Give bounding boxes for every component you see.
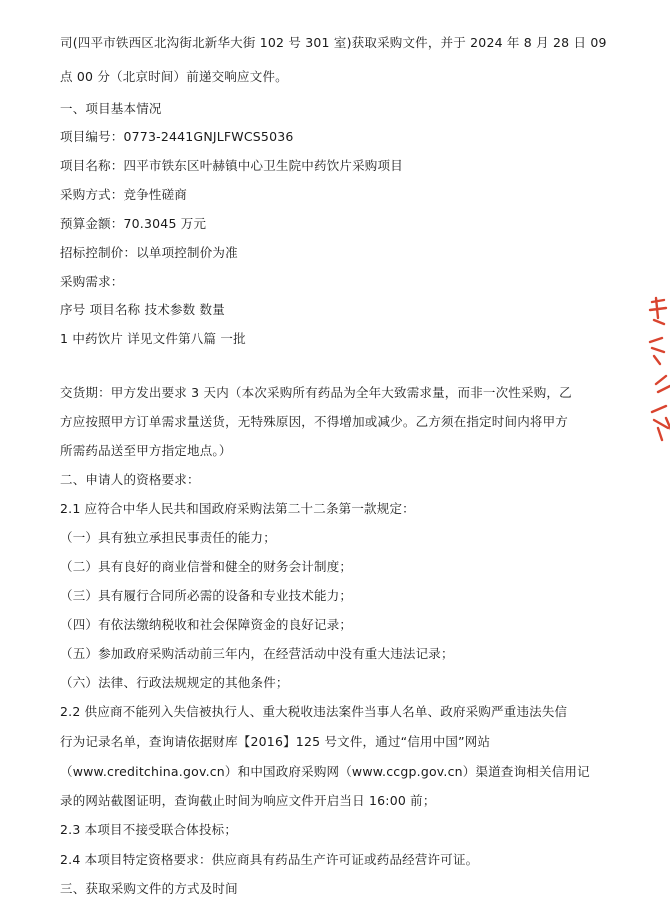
qualification-item: （二）具有良好的商业信誉和健全的财务会计制度； <box>60 559 353 574</box>
delivery-text-line: 方应按照甲方订单需求量送货，无特殊原因，不得增加或减少。乙方须在指定时间内将甲方 <box>60 414 569 429</box>
qualification-item: （六）法律、行政法规规定的其他条件； <box>60 675 289 690</box>
table-row: 1 中药饮片 详见文件第八篇 一批 <box>60 331 246 346</box>
text-line: 点 00 分（北京时间）前递交响应文件。 <box>60 69 288 84</box>
qualification-item: 2.3 本项目不接受联合体投标； <box>60 822 238 837</box>
procurement-method: 采购方式：竞争性磋商 <box>60 187 188 202</box>
qualification-item: 2.1 应符合中华人民共和国政府采购法第二十二条第一款规定： <box>60 501 415 516</box>
delivery-text-line: 交货期：甲方发出要求 3 天内（本次采购所有药品为全年大致需求量，而非一次性采购，乙 <box>60 385 572 400</box>
project-name: 项目名称：四平市铁东区叶赫镇中心卫生院中药饮片采购项目 <box>60 158 403 173</box>
qualification-item: （四）有依法缴纳税收和社会保障资金的良好记录； <box>60 617 353 632</box>
qualification-item: 2.4 本项目特定资格要求：供应商具有药品生产许可证或药品经营许可证。 <box>60 852 479 867</box>
qualification-item: （三）具有履行合同所必需的设备和专业技术能力； <box>60 588 353 603</box>
credit-text-line: 行为记录名单，查询请依据财库【2016】125 号文件，通过“信用中国”网站 <box>60 734 491 749</box>
red-seal-stamp-fragment <box>642 292 670 452</box>
credit-text-line: （www.creditchina.gov.cn）和中国政府采购网（www.ccgp.gov.cn）渠道查询相关信用记 <box>60 764 590 779</box>
qualification-item: （一）具有独立承担民事责任的能力； <box>60 530 276 545</box>
delivery-text-line: 所需药品送至甲方指定地点。） <box>60 443 232 458</box>
section-heading-2: 二、申请人的资格要求： <box>60 472 200 487</box>
control-price: 招标控制价：以单项控制价为准 <box>60 245 238 260</box>
section-heading-3: 三、获取采购文件的方式及时间 <box>60 881 238 896</box>
section-heading-1: 一、项目基本情况 <box>60 101 162 116</box>
project-number: 项目编号：0773-2441GNJLFWCS5036 <box>60 129 294 144</box>
table-header-row: 序号 项目名称 技术参数 数量 <box>60 302 225 317</box>
qualification-item: （五）参加政府采购活动前三年内，在经营活动中没有重大违法记录； <box>60 646 454 661</box>
text-line: 司(四平市铁西区北沟街北新华大街 102 号 301 室)获取采购文件，并于 2024 年 8 月 28 日 09 <box>60 35 607 50</box>
credit-text-line: 2.2 供应商不能列入失信被执行人、重大税收违法案件当事人名单、政府采购严重违法失信 <box>60 704 568 719</box>
procurement-needs: 采购需求： <box>60 274 124 289</box>
budget-amount: 预算金额：70.3045 万元 <box>60 216 207 231</box>
credit-text-line: 录的网站截图证明，查询截止时间为响应文件开启当日 16:00 前； <box>60 793 436 808</box>
